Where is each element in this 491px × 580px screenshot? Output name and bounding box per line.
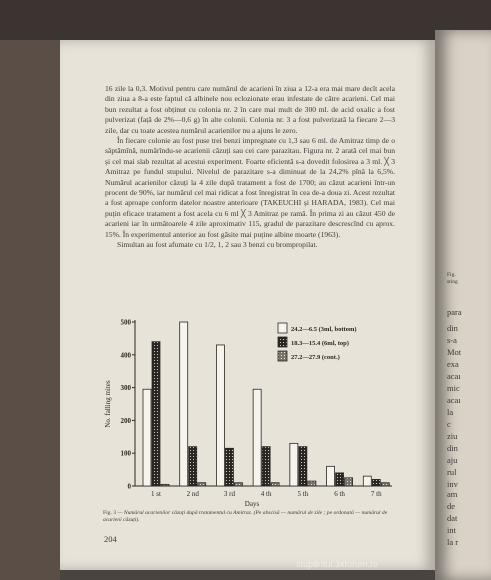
- y-tick-label: 100: [120, 449, 131, 458]
- facing-page-fragment: acaı: [447, 371, 461, 381]
- body-text: [105, 84, 395, 251]
- bar: [345, 478, 353, 486]
- y-axis-label: No. falling mites: [104, 380, 112, 428]
- facing-page-fragment: c: [447, 419, 451, 429]
- facing-caption-line: sting: [447, 279, 458, 285]
- bar: [327, 466, 335, 486]
- bar: [299, 447, 307, 486]
- facing-page-fragment: acaı: [447, 395, 461, 405]
- facing-page-caption: [447, 272, 458, 286]
- facing-page-fragment: mic: [447, 383, 460, 393]
- watermark-text: stupăritul.3xforum.ro: [296, 559, 379, 569]
- bar: [271, 483, 279, 486]
- bar-chart: [100, 312, 400, 512]
- bar: [225, 448, 233, 486]
- bar: [234, 483, 242, 486]
- bar: [152, 342, 160, 486]
- legend-swatch: [278, 323, 287, 333]
- paragraph-2: În fiecare colonie au fost puse trei benzi impregnate cu 1,3 sau 6 ml. de Amitraz timp de o săptămînă, numărîndu-se acarienii căzuți sau cei care parazitau. Figura nr. 2 arată cel mai bun și cel mai slab rezultat al acestui experiment. Foarte eficientă s-a dovedit folosirea a 3 ml. ╳ 3 Amitraz pe fundul stupului. Nivelul de parazitare s-a diminuat de la 24,2% pînă la 6,5%. Numărul acarienilor căzuți la 4 zile după tratament a fost de 1700; au căzut acarieni într-un procent de 90%, iar numărul cel mai ridicat a fost înregistrat în cea de-a doua zi. Acest rezultat a fost aproape conform datelor noastre anterioare (TAKEUCHI și HARADA, 1983). Cel mai puțin eficace tratament a fost acela cu 6 ml ╳ 3 Amitraz pe ramă. În prima zi au căzut 450 de acarieni iar în următoarele 4 zile aproximativ 115, gradul de parazitare descrescînd cu aprox. 15%. În experimentul anterior au fost găsite mai puține albine moarte (1963).: [105, 136, 395, 239]
- bar: [262, 447, 270, 486]
- y-tick-label: 400: [120, 351, 131, 360]
- facing-page-fragment: dat: [447, 513, 458, 523]
- bar: [216, 345, 224, 486]
- y-tick-label: 0: [127, 482, 131, 491]
- bar: [336, 473, 344, 486]
- facing-page-fragment: la r: [447, 537, 459, 547]
- facing-page-fragment: din: [447, 323, 458, 333]
- paragraph-1: 16 zile la 0,3. Motivul pentru care numărul de acarieni în ziua a 12-a era mai mare decît acela din ziua a 8-a este faptul că albinele nou eclozionate erau infestate de către acarieni. Cel mai bun rezultat a fost obținut cu colonia nr. 2 în care mai mult de 300 ml. de acid oxalic a fost pulverizat (față de 2%—0,6 g) în alte colonii. Colonia nr. 3 a fost pulverizată la fiecare 2—3 zile, dar cu toate acestea numărul acarienilor nu a ajuns le zero.: [105, 84, 395, 135]
- x-tick-label: 5 th: [297, 490, 309, 498]
- y-tick-label: 200: [120, 416, 131, 425]
- facing-page-fragment: inv: [447, 479, 458, 489]
- page-number: 204: [104, 534, 117, 544]
- figure-caption: [103, 510, 395, 524]
- facing-page-fragment: para: [447, 307, 462, 317]
- legend-label: 24.2—6.5 (3ml, bottom): [291, 326, 357, 333]
- bar: [290, 443, 298, 486]
- x-tick-label: 7 th: [370, 490, 382, 498]
- facing-page-fragment: aju: [447, 455, 458, 465]
- bar: [189, 447, 197, 486]
- facing-page-fragment: din: [447, 443, 458, 453]
- figure-label: Fig. 3: [103, 510, 117, 516]
- bar: [381, 483, 389, 486]
- background-top: [0, 0, 491, 40]
- legend-swatch: [278, 351, 287, 361]
- bar: [372, 479, 380, 486]
- facing-page-fragment: s-a: [447, 335, 457, 345]
- facing-page-fragment: int: [447, 525, 456, 535]
- facing-page-fragment: am: [447, 489, 458, 499]
- facing-page-fragment: ziu: [447, 431, 458, 441]
- background-left: [0, 40, 60, 580]
- figure-caption-text: — Numărul acarienilor căzuți după tratamentul cu Amitraz. (Pe abscisă — numărul de zile ; pe ordonată — numărul de acarieni căzuți).: [103, 510, 388, 523]
- y-tick-label: 300: [120, 384, 131, 393]
- bar: [363, 476, 371, 486]
- facing-page-fragment: exa: [447, 359, 459, 369]
- x-tick-label: 4 th: [260, 490, 272, 498]
- facing-caption-line: Fig.: [447, 272, 456, 278]
- bar: [180, 322, 188, 486]
- x-axis-label: Days: [244, 500, 260, 508]
- legend-label: 18.3—15.4 (6ml, top): [291, 340, 349, 347]
- facing-page-fragment: Mot: [447, 347, 462, 357]
- bar: [253, 389, 261, 486]
- bar: [161, 484, 169, 486]
- x-tick-label: 2 nd: [186, 490, 199, 498]
- x-tick-label: 6 th: [334, 490, 345, 498]
- paragraph-3: Simultan au fost afumate cu 1/2, 1, 2 sau 3 benzi cu brompropilat.: [117, 240, 318, 250]
- x-tick-label: 3 rd: [223, 490, 235, 498]
- legend-label: 27.2—27.9 (cont.): [291, 354, 340, 361]
- facing-page-fragment: la: [447, 407, 454, 417]
- facing-page-fragment: de: [447, 501, 456, 511]
- y-tick-label: 500: [120, 318, 131, 327]
- facing-page: [435, 30, 491, 580]
- facing-page-fragment: rul: [447, 467, 457, 477]
- x-tick-label: 1 st: [151, 490, 161, 498]
- legend-swatch: [278, 337, 287, 347]
- bar: [198, 483, 206, 486]
- bar: [308, 481, 316, 486]
- bar: [143, 389, 151, 486]
